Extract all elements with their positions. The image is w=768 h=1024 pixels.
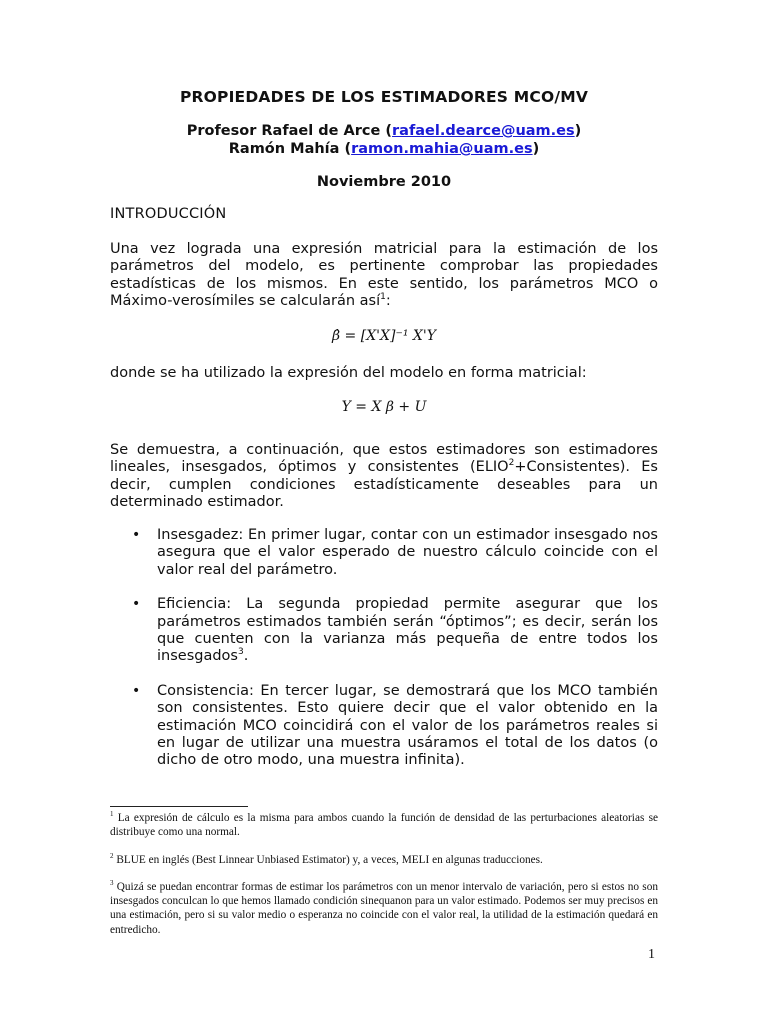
footnote-3: [110, 880, 658, 937]
author-line-1: [110, 122, 658, 140]
author-2-email-link[interactable]: ramon.mahia@uam.es: [351, 141, 533, 157]
section-heading: INTRODUCCIÓN: [110, 206, 227, 222]
consistencia-text: Consistencia: En tercer lugar, se demostrará que los MCO también son consistentes. Esto quiere decir que el valor obtenido en la estimación MCO coincidirá con el valor de los parámetros reales si en lugar de utilizar una muestra usáramos el total de los datos (o dicho de otro modo, una muestra infinita).: [157, 682, 658, 769]
footnote-ref-3: 3: [237, 647, 244, 658]
properties-list: [110, 527, 658, 770]
list-item-eficiencia: [110, 596, 658, 666]
list-item-insesgadez: [110, 527, 658, 579]
properties-text-a: Se demuestra, a continuación, que estos estimadores son estimadores lineales, insesgados, óptimos y consistentes (ELIO: [110, 442, 658, 476]
authors-block: [110, 122, 658, 158]
author-1-close: ): [574, 123, 582, 139]
author-1-email-link[interactable]: rafael.dearce@uam.es: [392, 123, 575, 139]
insesgadez-text: Insesgadez: En primer lugar, contar con un estimador insesgado nos asegura que el valor esperado de nuestro cálculo coincide con el valor real del parámetro.: [157, 527, 658, 578]
author-line-2: [110, 140, 658, 158]
footnote-3-text: Quizá se puedan encontrar formas de estimar los parámetros con un menor intervalo de variación, pero si estos no son insesgados conculcan lo que hemos llamado condición sinequanon para un valor estimado. Podemos ser muy precisos en una estimación, pero si su valor medio o esperanza no coincide con el valor real, la utilidad de la estimación quedará en entredicho.: [110, 881, 658, 936]
footnote-ref-1: 1: [380, 292, 386, 303]
footnote-2: [110, 853, 658, 867]
eficiencia-text-end: .: [243, 648, 249, 665]
document-title: PROPIEDADES DE LOS ESTIMADORES MCO/MV: [179, 88, 589, 106]
author-1-name: Profesor Rafael de Arce (: [186, 123, 393, 139]
eficiencia-text: Eficiencia: La segunda propiedad permite asegurar que los parámetros estimados también serán “óptimos”; es decir, serán los que cuenten con la varianza más pequeña de entre todos los insesgados: [157, 596, 658, 665]
footnote-2-text: BLUE en inglés (Best Linnear Unbiased Estimator) y, a veces, MELI en algunas traducciones.: [113, 854, 543, 866]
footnote-1-number: 1: [110, 810, 114, 819]
properties-paragraph: [110, 442, 658, 512]
properties-text-b: +Consistentes). Es decir, cumplen condiciones estadísticamente deseables para un determinado estimador.: [110, 459, 658, 511]
page-number: 1: [648, 947, 655, 962]
footnote-2-number: 2: [110, 852, 114, 861]
author-2-close: ): [532, 141, 540, 157]
estimator-formula: β̂ = [X'X]⁻¹ X'Y: [332, 328, 436, 344]
author-2-name: Ramón Mahía (: [228, 141, 352, 157]
intro-paragraph: [110, 241, 658, 311]
footnote-ref-2: 2: [508, 458, 515, 469]
list-item-consistencia: [110, 683, 658, 770]
document-date: Noviembre 2010: [316, 174, 452, 190]
intro-text-end: :: [385, 293, 391, 310]
matrix-model-paragraph: donde se ha utilizado la expresión del modelo en forma matricial:: [110, 365, 587, 381]
footnote-3-number: 3: [110, 879, 114, 888]
intro-text: Una vez lograda una expresión matricial para la estimación de los parámetros del modelo, es pertinente comprobar las propiedades estadísticas de los mismos. En este sentido, los parámetros MCO o Máximo-verosímiles se calcularán así: [110, 241, 658, 310]
footnote-1: [110, 811, 658, 839]
footnote-1-text: La expresión de cálculo es la misma para ambos cuando la función de densidad de las perturbaciones aleatorias se distribuye como una normal.: [110, 812, 658, 839]
matrix-model-formula: Y = X β + U: [341, 399, 427, 415]
footnote-separator: [110, 806, 248, 807]
